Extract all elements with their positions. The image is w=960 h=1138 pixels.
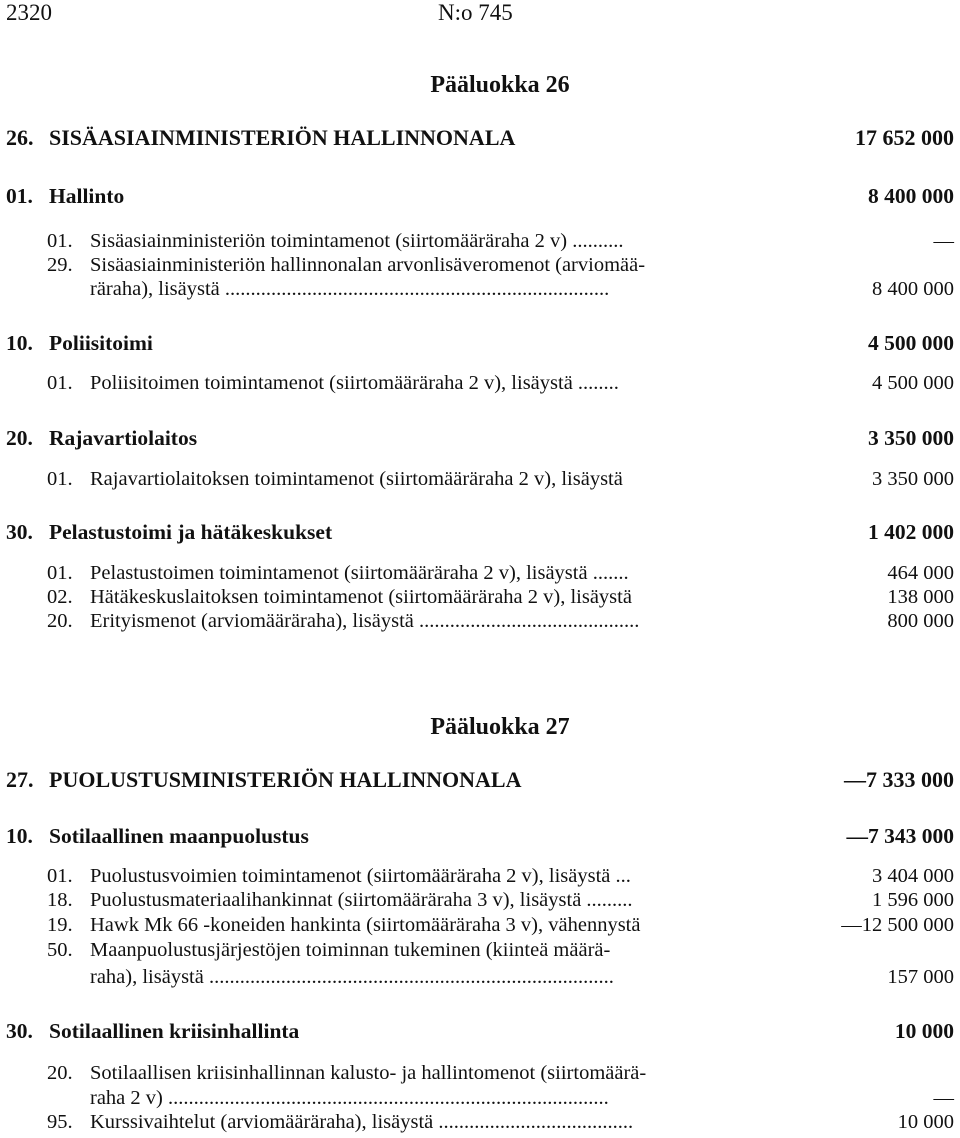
section-title: Pääluokka 27: [430, 714, 570, 740]
document-page: 2320 N:o 745 Pääluokka 26 26. SISÄASIAINMINISTERIÖN HALLINNONALA 17 652 000 01. Hallinto 8 400 000 01. Sisäasiainministeriön toimintamenot (siirtomääräraha 2 v) .......... — 29. Sisäasiainministeriön hallinnonalan arvonlisäveromenot (arviomää- räraha), lisäystä ........................................................................... 8 400 000 10. Poliisitoimi 4 500 000 01. Poliisitoimen toimintamenot (siirtomääräraha 2 v), lisäystä ........ 4 500 000 20. Rajavartiolaitos 3 350 000 01. Rajavartiolaitoksen toimintamenot (siirtomääräraha 2 v), lisäystä 3 350 000 30. Pelastustoimi ja hätäkeskukset 1 402 000 01. Pelastustoimen toimintamenot (siirtomääräraha 2 v), lisäystä ....... 464 000 02. Hätäkeskuslaitoksen toimintamenot (siirtomääräraha 2 v), lisäystä 138 000 20. Erityismenot (arviomääräraha), lisäystä ........................................... 800 000 Pääluokka 27 27. PUOLUSTUSMINISTERIÖN HALLINNONALA —7 333 000 10. Sotilaallinen maanpuolustus —7 343 000 01. Puolustusvoimien toimintamenot (siirtomääräraha 2 v), lisäystä ... 3 404 000 18. Puolustusmateriaalihankinnat (siirtomääräraha 3 v), lisäystä ......... 1 596 000 19. Hawk Mk 66 -koneiden hankinta (siirtomääräraha 3 v), vähennystä —12 500 000 50. Maanpuolustusjärjestöjen toiminnan tukeminen (kiinteä määrä- raha), lisäystä ............................................................................... 157 000 30. Sotilaallinen kriisinhallinta 10 000 20. Sotilaallisen kriisinhallinnan kalusto- ja hallintomenot (siirtomäärä- raha 2 v) ...................................................................................... — 95. Kurssivaihtelut (arviomääräraha), lisäystä ...................................... 10 000: [0, 0, 960, 1138]
page-number: 2320: [6, 0, 52, 25]
page-header: [0, 0, 960, 26]
section-title: Pääluokka 26: [430, 72, 570, 98]
issue-number: N:o 745: [438, 0, 513, 25]
